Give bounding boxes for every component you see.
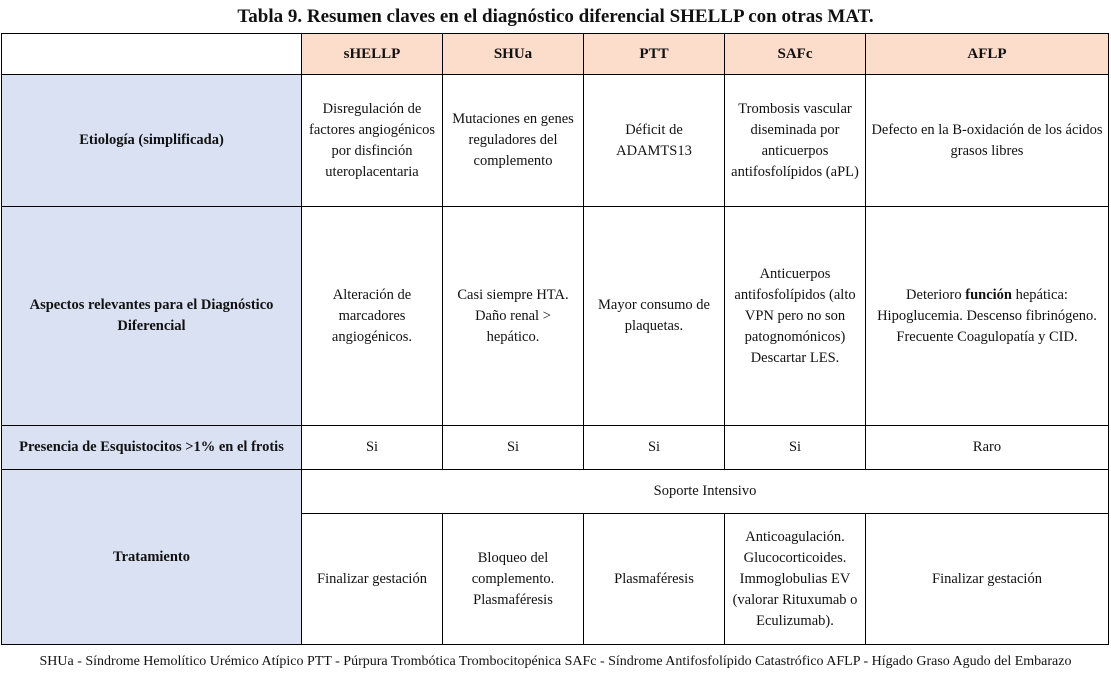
header-shua: SHUa [443,34,584,75]
cell-etiologia-safc: Trombosis vascular diseminada por anticuerpos antifosfolípidos (aPL) [725,75,866,207]
row-label-tratamiento: Tratamiento [2,470,302,645]
cell-tratamiento-aflp: Finalizar gestación [866,514,1109,645]
table-row-aspectos [2,207,1109,426]
cell-tratamiento-shellp: Finalizar gestación [302,514,443,645]
header-aflp: AFLP [866,34,1109,75]
cell-esquistocitos-shellp: Si [302,426,443,470]
aflp-aspectos-keyword: función [965,286,1012,303]
cell-esquistocitos-shua: Si [443,426,584,470]
cell-esquistocitos-aflp: Raro [866,426,1109,470]
table-title: Tabla 9. Resumen claves en el diagnóstico diferencial SHELLP con otras MAT. [237,6,874,27]
table-row-etiologia [2,75,1109,207]
table-row-esquistocitos [2,426,1109,470]
cell-aspectos-aflp [866,207,1109,426]
cell-aspectos-shua: Casi siempre HTA. Daño renal > hepático. [443,207,584,426]
cell-tratamiento-ptt: Plasmaféresis [584,514,725,645]
header-corner-cell [2,34,302,75]
cell-aspectos-shellp: Alteración de marcadores angiogénicos. [302,207,443,426]
header-ptt: PTT [584,34,725,75]
row-label-esquistocitos: Presencia de Esquistocitos >1% en el frotis [2,426,302,470]
header-safc: SAFc [725,34,866,75]
cell-tratamiento-shua: Bloqueo del complemento. Plasmaféresis [443,514,584,645]
cell-etiologia-shellp: Disregulación de factores angiogénicos por disfinción uteroplacentaria [302,75,443,207]
cell-etiologia-aflp: Defecto en la B-oxidación de los ácidos grasos libres [866,75,1109,207]
cell-tratamiento-common: Soporte Intensivo [302,470,1109,514]
header-shellp: sHELLP [302,34,443,75]
header-row [2,34,1109,75]
table-row-tratamiento-common [2,470,1109,514]
cell-etiologia-shua: Mutaciones en genes reguladores del complemento [443,75,584,207]
differential-diagnosis-table [1,33,1109,645]
aflp-aspectos-text-post: hepática: Hipoglucemia. Descenso fibrinógeno. Frecuente Coagulopatía y CID. [877,286,1097,345]
row-label-etiologia: Etiología (simplificada) [2,75,302,207]
cell-esquistocitos-ptt: Si [584,426,725,470]
aflp-aspectos-text-pre: Deterioro [906,286,966,303]
cell-aspectos-safc: Anticuerpos antifosfolípidos (alto VPN pero no son patognomónicos) Descartar LES. [725,207,866,426]
cell-aspectos-ptt: Mayor consumo de plaquetas. [584,207,725,426]
row-label-aspectos: Aspectos relevantes para el Diagnóstico Diferencial [2,207,302,426]
cell-esquistocitos-safc: Si [725,426,866,470]
cell-etiologia-ptt: Déficit de ADAMTS13 [584,75,725,207]
abbreviations-footnote: SHUa - Síndrome Hemolítico Urémico Atípico PTT - Púrpura Trombótica Trombocitopénica SAFc - Síndrome Antifosfolípido Catastrófico AFLP - Hígado Graso Agudo del Embarazo [39,654,1072,669]
cell-tratamiento-safc: Anticoagulación. Glucocorticoides. Immoglobulias EV (valorar Rituxumab o Eculizumab). [725,514,866,645]
